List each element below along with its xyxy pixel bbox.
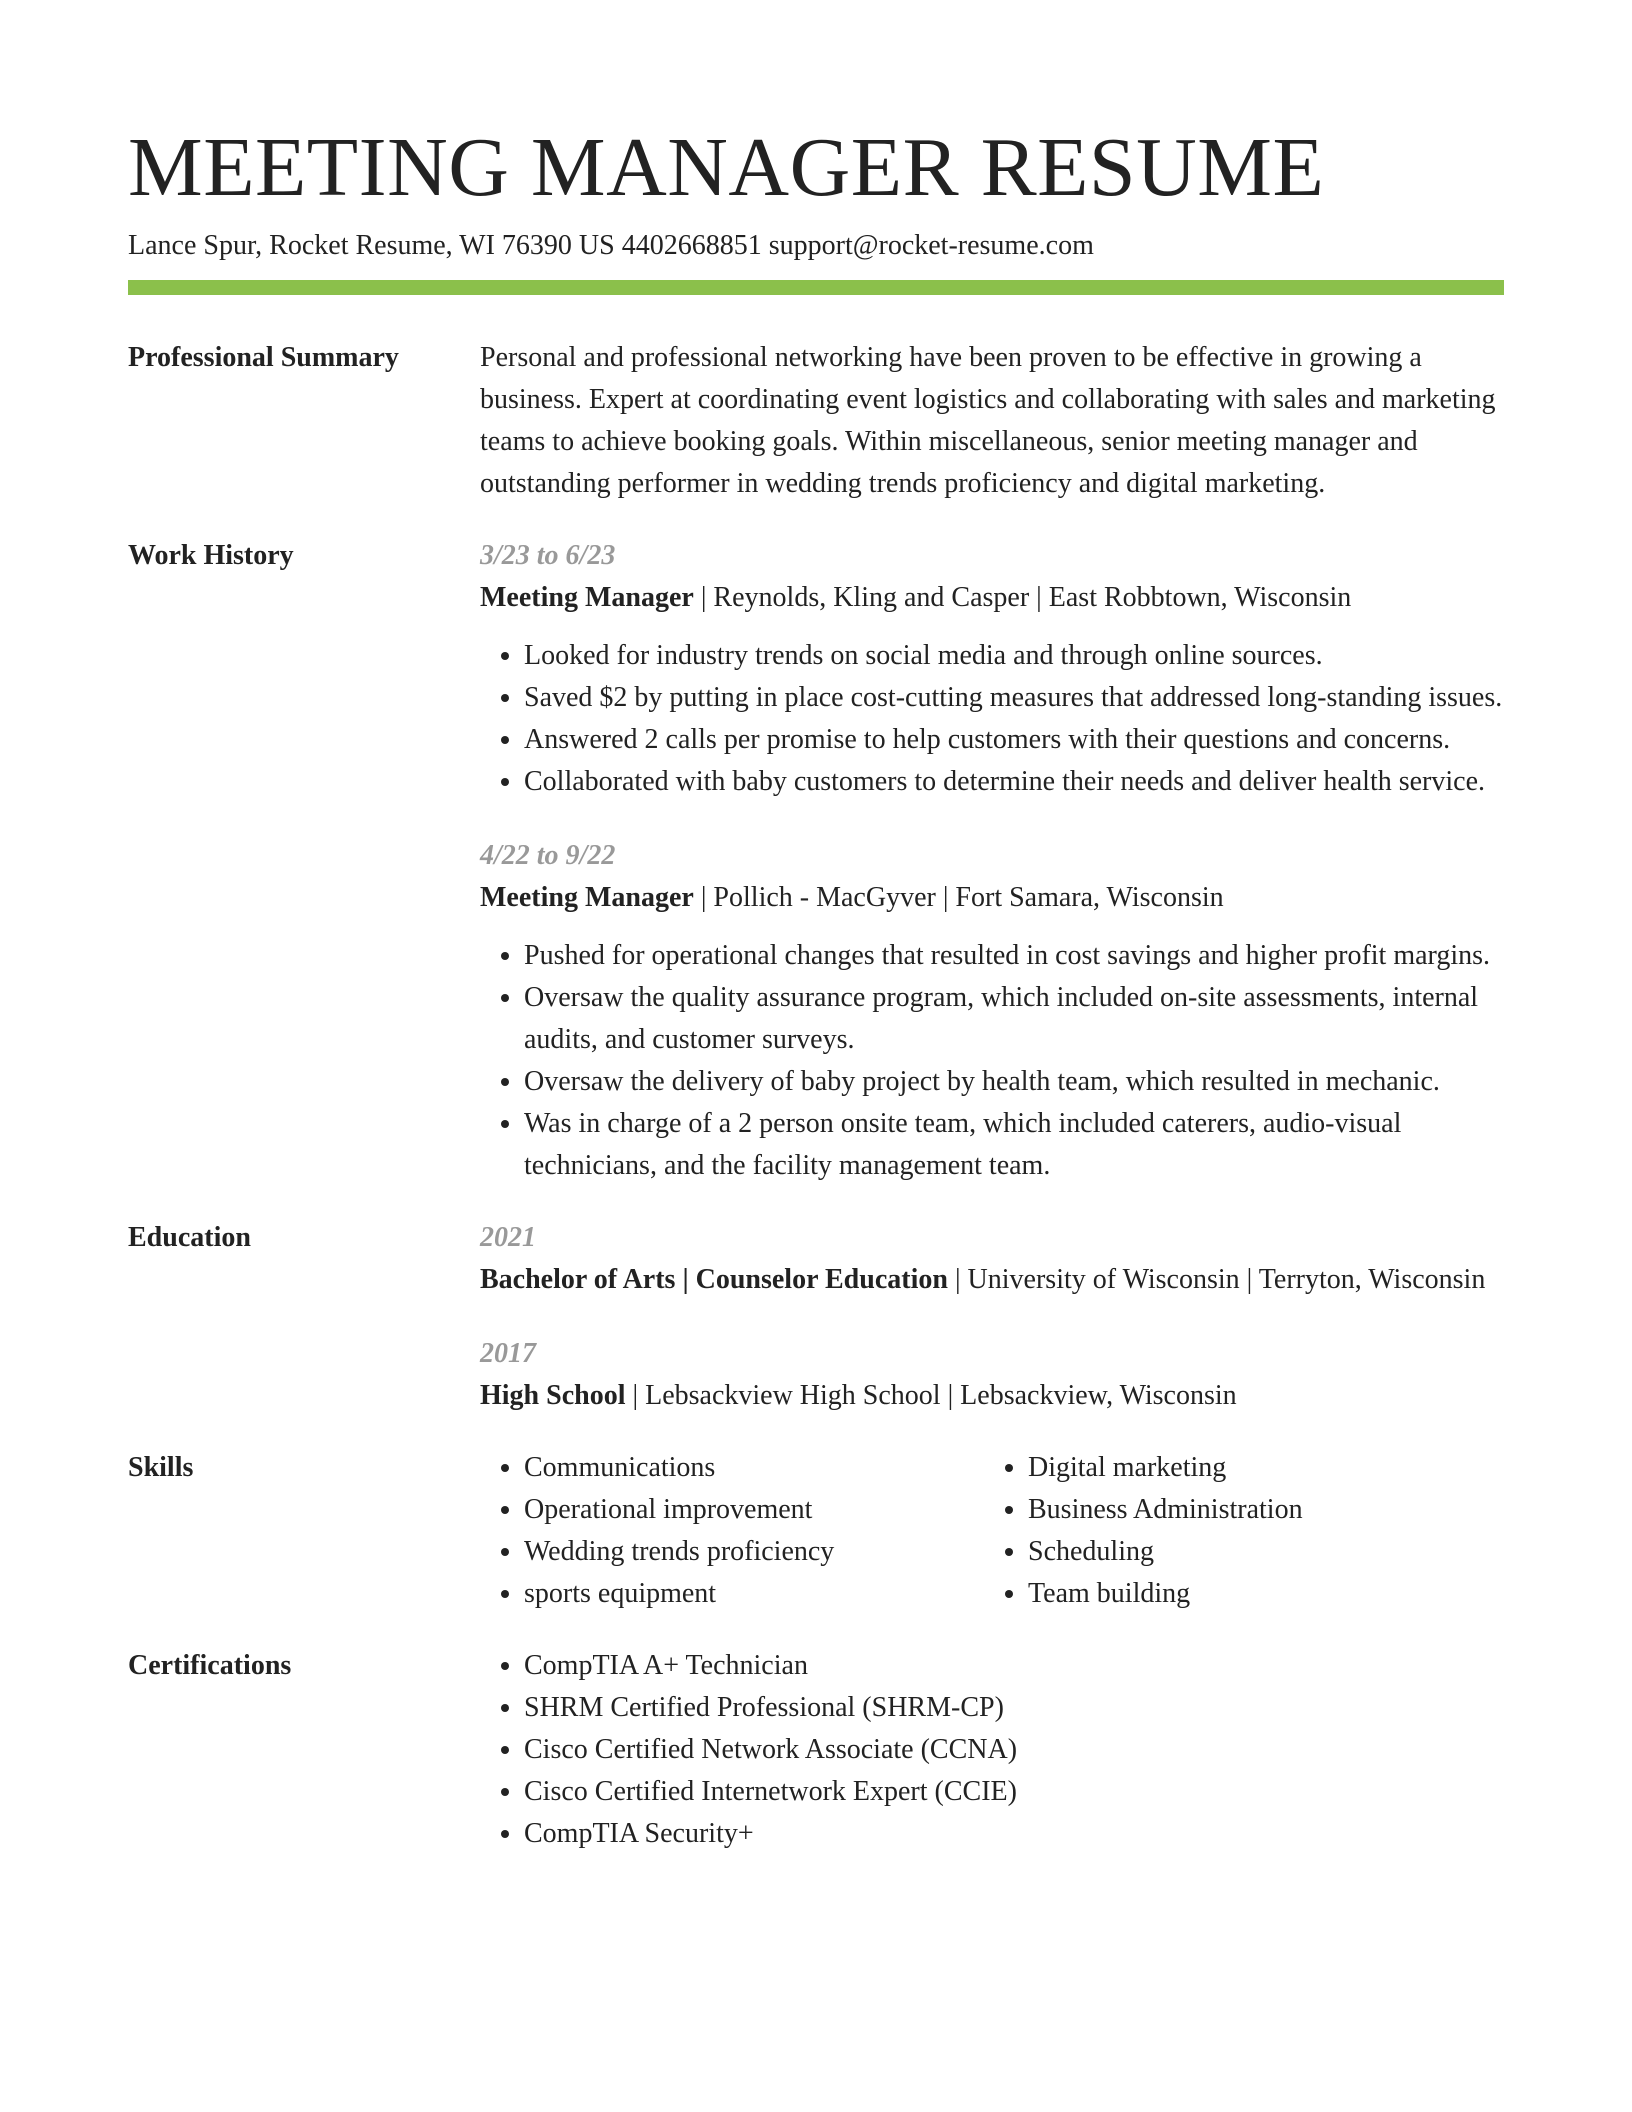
education-details: | University of Wisconsin | Terryton, Wisconsin (947, 1264, 1486, 1295)
job-dates: 3/23 to 6/23 (480, 540, 616, 571)
section-education (128, 1217, 1504, 1417)
education-degree: Bachelor of Arts | Counselor Education (480, 1264, 948, 1295)
job-heading (480, 877, 1504, 919)
skills-list (480, 1447, 984, 1615)
list-item: • Scheduling (1028, 1531, 1488, 1573)
list-item: • sports equipment (524, 1573, 984, 1615)
summary-text: Personal and professional networking have been proven to be effective in growing a business. Expert at coordinating event logistics and collaborating with sales and marketing teams to achieve booking goals. Within miscellaneous, senior meeting manager and outstanding performer in wedding trends proficiency and digital marketing. (480, 342, 1496, 499)
certifications-list (480, 1645, 1504, 1855)
education-year: 2017 (480, 1338, 536, 1369)
skills-list (984, 1447, 1488, 1615)
section-body (480, 337, 1504, 505)
list-item: • Cisco Certified Internetwork Expert (CCIE) (524, 1771, 1504, 1813)
list-item: • CompTIA Security+ (524, 1813, 1504, 1855)
education-heading (480, 1259, 1504, 1301)
list-item: • Business Administration (1028, 1489, 1488, 1531)
job-details: | Reynolds, Kling and Casper | East Robbtown, Wisconsin (693, 582, 1352, 613)
job-bullets (480, 935, 1504, 1187)
list-item: • SHRM Certified Professional (SHRM-CP) (524, 1687, 1504, 1729)
list-item: • Operational improvement (524, 1489, 984, 1531)
list-item: • Looked for industry trends on social media and through online sources. (524, 635, 1504, 677)
list-item: • Team building (1028, 1573, 1488, 1615)
education-year: 2021 (480, 1222, 536, 1253)
section-body (480, 1447, 1504, 1615)
list-item: • Wedding trends proficiency (524, 1531, 984, 1573)
list-item: • Digital marketing (1028, 1447, 1488, 1489)
section-body (480, 535, 1504, 1187)
section-label: Professional Summary (128, 342, 399, 373)
list-item: • Answered 2 calls per promise to help customers with their questions and concerns. (524, 719, 1504, 761)
education-heading (480, 1375, 1504, 1417)
resume-title: MEETING MANAGER RESUME (128, 121, 1325, 214)
job-entry (480, 835, 1504, 1187)
contact-line: Lance Spur, Rocket Resume, WI 76390 US 4402668851 support@rocket-resume.com (128, 230, 1094, 261)
education-details: | Lebsackview High School | Lebsackview, Wisconsin (625, 1380, 1237, 1411)
job-title: Meeting Manager (480, 582, 694, 613)
list-item: • Cisco Certified Network Associate (CCNA) (524, 1729, 1504, 1771)
section-label: Skills (128, 1452, 194, 1483)
job-details: | Pollich - MacGyver | Fort Samara, Wisconsin (693, 882, 1224, 913)
job-dates: 4/22 to 9/22 (480, 840, 616, 871)
list-item: • Oversaw the quality assurance program, which included on-site assessments, internal audits, and customer surveys. (524, 977, 1504, 1061)
section-label: Work History (128, 540, 294, 571)
skills-column-left (480, 1447, 984, 1615)
education-degree: High School (480, 1380, 626, 1411)
list-item: • Saved $2 by putting in place cost-cutting measures that addressed long-standing issues. (524, 677, 1504, 719)
job-entry (480, 535, 1504, 803)
list-item: • Was in charge of a 2 person onsite team, which included caterers, audio-visual technicians, and the facility management team. (524, 1103, 1504, 1187)
section-certifications (128, 1645, 1504, 1855)
section-professional-summary (128, 337, 1504, 505)
job-title: Meeting Manager (480, 882, 694, 913)
section-body (480, 1645, 1504, 1855)
list-item: • CompTIA A+ Technician (524, 1645, 1504, 1687)
list-item: • Collaborated with baby customers to determine their needs and deliver health service. (524, 761, 1504, 803)
job-heading (480, 577, 1504, 619)
section-label: Education (128, 1222, 251, 1253)
list-item: • Oversaw the delivery of baby project by health team, which resulted in mechanic. (524, 1061, 1504, 1103)
section-skills (128, 1447, 1504, 1615)
section-work-history (128, 535, 1504, 1187)
list-item: • Communications (524, 1447, 984, 1489)
section-label: Certifications (128, 1650, 292, 1681)
section-body (480, 1217, 1504, 1417)
skills-column-right (984, 1447, 1488, 1615)
job-bullets (480, 635, 1504, 803)
accent-rule (128, 280, 1504, 295)
education-entry (480, 1333, 1504, 1417)
skills-grid (480, 1447, 1504, 1615)
education-entry (480, 1217, 1504, 1301)
list-item: • Pushed for operational changes that resulted in cost savings and higher profit margins. (524, 935, 1504, 977)
